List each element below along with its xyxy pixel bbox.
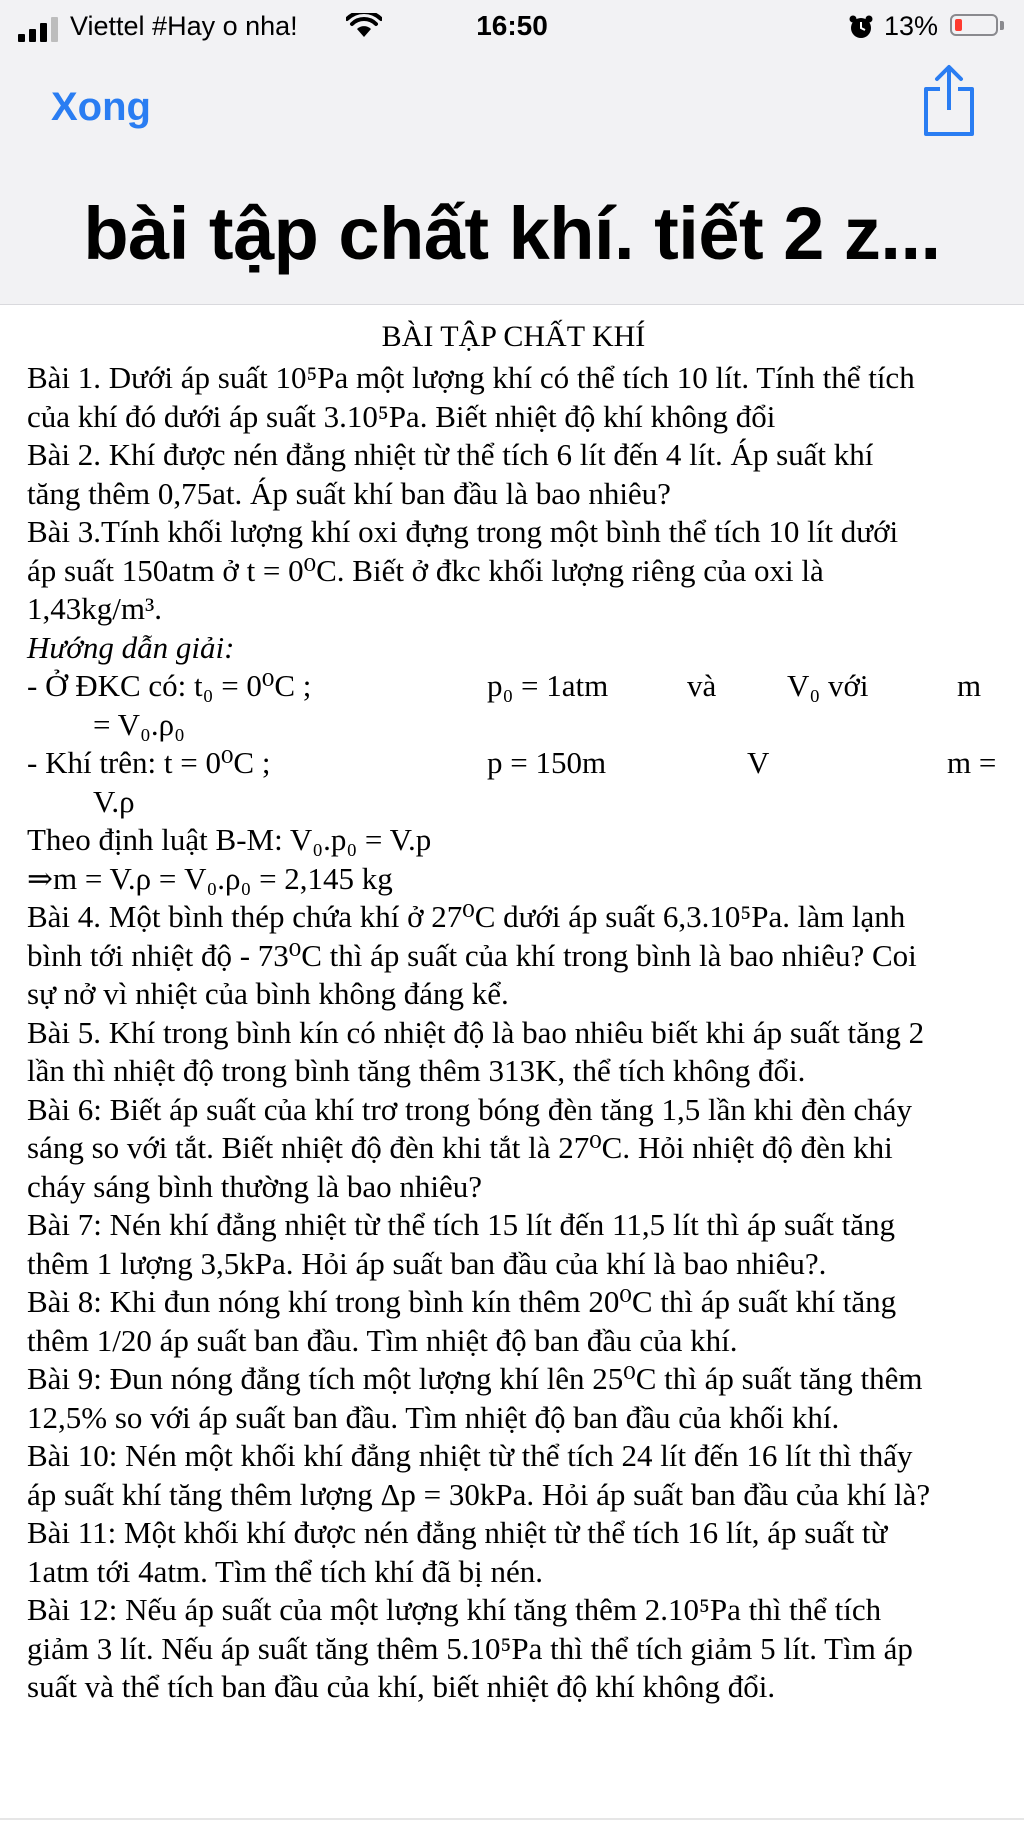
text-line: sự nở vì nhiệt của bình không đáng kể. xyxy=(27,976,509,1011)
text-line: áp suất khí tăng thêm lượng Δp = 30kPa. Hỏi áp suất ban đầu của khí là? xyxy=(27,1476,931,1512)
text-fragment: m = xyxy=(947,745,997,780)
text-line: Bài 9: Đun nóng đẳng tích một lượng khí lên 25⁰C thì áp suất tăng thêm xyxy=(27,1361,923,1396)
share-icon[interactable] xyxy=(922,64,976,138)
text-fragment: và xyxy=(687,668,717,703)
text-fragment: V xyxy=(747,745,770,780)
text-line: thêm 1 lượng 3,5kPa. Hỏi áp suất ban đầu của khí là bao nhiêu?. xyxy=(27,1245,827,1281)
text-line: Bài 2. Khí được nén đẳng nhiệt từ thể tích 6 lít đến 4 lít. Áp suất khí xyxy=(27,437,874,472)
text-line: ⇒m = V.ρ = V₀.ρ₀ = 2,145 kg xyxy=(27,860,393,896)
text-line: bình tới nhiệt độ - 73⁰C thì áp suất của khí trong bình là bao nhiêu? Coi xyxy=(27,937,917,973)
battery-tip xyxy=(1000,21,1004,30)
solution-row xyxy=(27,744,1000,783)
alarm-icon xyxy=(848,14,874,40)
text-line: giảm 3 lít. Nếu áp suất tăng thêm 5.10⁵Pa thì thể tích giảm 5 lít. Tìm áp xyxy=(27,1630,913,1666)
text-fragment: V₀ với xyxy=(787,668,869,703)
page-title: bài tập chất khí. tiết 2 z... xyxy=(83,192,941,275)
text-line: cháy sáng bình thường là bao nhiêu? xyxy=(27,1168,483,1204)
text-line: Bài 6: Biết áp suất của khí trơ trong bóng đèn tăng 1,5 lần khi đèn cháy xyxy=(27,1091,913,1127)
text-line: Bài 3.Tính khối lượng khí oxi đựng trong một bình thể tích 10 lít dưới xyxy=(27,514,899,549)
document-preview[interactable] xyxy=(0,304,1024,1821)
text-line: Bài 4. Một bình thép chứa khí ở 27⁰C dưới áp suất 6,3.10⁵Pa. làm lạnh xyxy=(27,899,906,934)
text-line: Bài 1. Dưới áp suất 10⁵Pa một lượng khí có thể tích 10 lít. Tính thể tích xyxy=(27,360,915,395)
carrier-name: Viettel #Hay o nha! xyxy=(70,11,298,41)
text-line: của khí đó dưới áp suất 3.10⁵Pa. Biết nhiệt độ khí không đổi xyxy=(27,398,776,434)
text-line: Bài 10: Nén một khối khí đẳng nhiệt từ thể tích 24 lít đến 16 lít thì thấy xyxy=(27,1438,913,1473)
done-button[interactable]: Xong xyxy=(51,85,151,129)
header-area xyxy=(0,0,1024,304)
text-line: V.ρ xyxy=(93,783,135,819)
text-line: 1atm tới 4atm. Tìm thể tích khí đã bị nén. xyxy=(27,1553,544,1589)
text-line: Bài 11: Một khối khí được nén đẳng nhiệt từ thể tích 16 lít, áp suất từ xyxy=(27,1515,888,1550)
text-line: suất và thể tích ban đầu của khí, biết nhiệt độ khí không đổi. xyxy=(27,1669,776,1704)
solution-heading: Hướng dẫn giải: xyxy=(27,629,235,665)
battery-icon xyxy=(950,14,998,36)
text-line: 12,5% so với áp suất ban đầu. Tìm nhiệt độ ban đầu của khối khí. xyxy=(27,1399,840,1435)
text-line: Bài 7: Nén khí đẳng nhiệt từ thể tích 15 lít đến 11,5 lít thì áp suất tăng xyxy=(27,1207,896,1242)
text-line: áp suất 150atm ở t = 0⁰C. Biết ở đkc khối lượng riêng của oxi là xyxy=(27,552,824,588)
status-time: 16:50 xyxy=(476,10,548,41)
text-line: 1,43kg/m³. xyxy=(27,591,163,626)
text-line: Bài 8: Khi đun nóng khí trong bình kín thêm 20⁰C thì áp suất khí tăng xyxy=(27,1284,897,1319)
text-line: Bài 12: Nếu áp suất của một lượng khí tăng thêm 2.10⁵Pa thì thể tích xyxy=(27,1592,882,1627)
text-line: tăng thêm 0,75at. Áp suất khí ban đầu là bao nhiêu? xyxy=(27,475,671,511)
text-line: Theo định luật B-M: V₀.p₀ = V.p xyxy=(27,822,432,857)
text-fragment: - Khí trên: t = 0⁰C ; xyxy=(27,745,271,780)
text-line: thêm 1/20 áp suất ban đầu. Tìm nhiệt độ ban đầu của khí. xyxy=(27,1322,738,1358)
text-line: Bài 5. Khí trong bình kín có nhiệt độ là bao nhiêu biết khi áp suất tăng 2 xyxy=(27,1014,925,1050)
text-line: lần thì nhiệt độ trong bình tăng thêm 313K, thể tích không đổi. xyxy=(27,1053,806,1088)
text-fragment: p = 150m xyxy=(487,745,607,780)
solution-row xyxy=(27,667,1000,706)
text-fragment: - Ở ĐKC có: t₀ = 0⁰C ; xyxy=(27,668,312,703)
status-bar xyxy=(0,0,1024,56)
text-line: sáng so với tắt. Biết nhiệt độ đèn khi tắt là 27⁰C. Hỏi nhiệt độ đèn khi xyxy=(27,1130,893,1165)
battery-percent: 13% xyxy=(884,11,939,41)
text-line: = V₀.ρ₀ xyxy=(93,706,185,742)
text-fragment: p₀ = 1atm xyxy=(487,668,609,703)
text-fragment: m xyxy=(957,668,982,703)
document-heading: BÀI TẬP CHẤT KHÍ xyxy=(381,320,646,353)
